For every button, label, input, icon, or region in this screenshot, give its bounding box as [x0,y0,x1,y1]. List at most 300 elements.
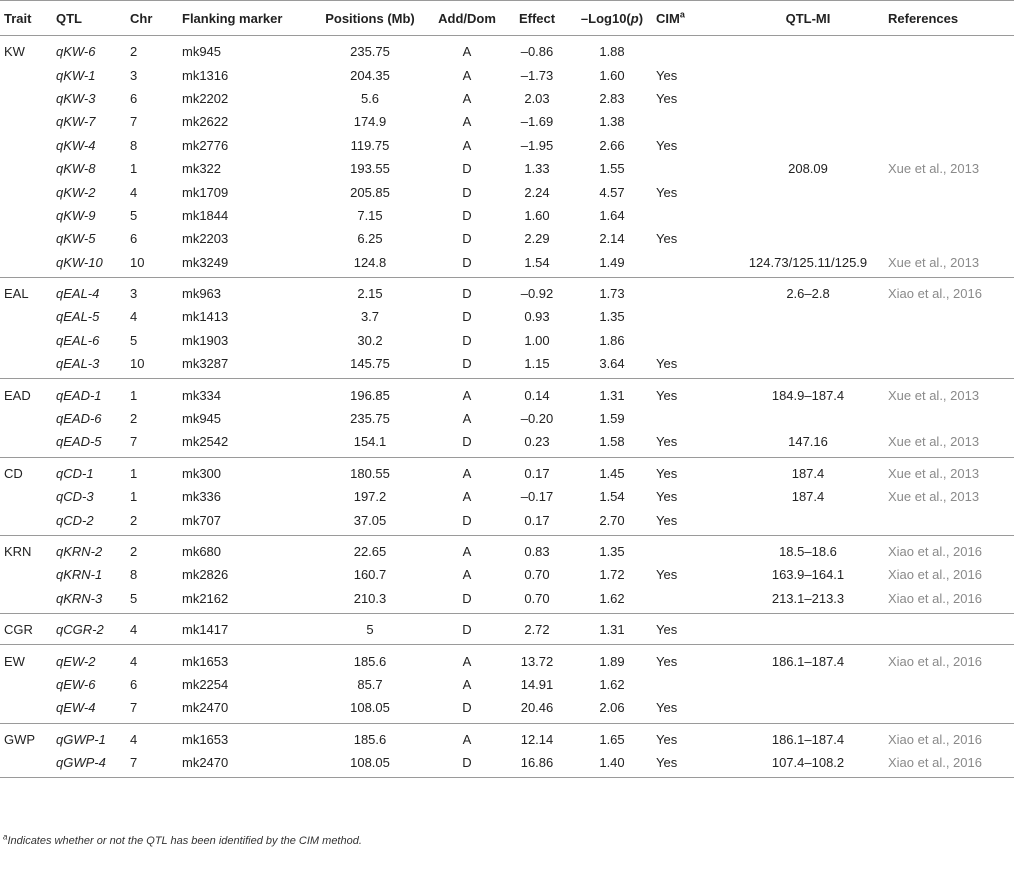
cell-effect: –0.86 [520,44,554,60]
cell-flanking-marker: mk2203 [182,231,229,247]
cell-chr: 5 [130,207,138,223]
cell-qtl: qEW-4 [56,696,130,723]
cell-reference: Xiao et al., 2016 [888,731,982,747]
cell-position: 108.05 [312,696,428,723]
cell-flanking-marker: mk2254 [182,676,229,692]
header-effect: Effect [506,1,568,36]
cell-add-dom: A [462,411,472,427]
cell-qtl: qEAD-6 [56,411,102,427]
cell-cim: Yes [656,430,728,457]
cell-log10p: 1.40 [568,751,656,778]
cell-effect: 0.23 [506,430,568,457]
cell-add-dom: A [462,653,472,669]
cell-trait [0,110,56,133]
cell-reference: Xiao et al., 2016 [888,567,982,583]
cell-qtl: qEAD-5 [56,430,130,457]
cell-effect: 0.14 [524,387,550,403]
cell-chr: 3 [130,67,138,83]
cell-qtl-mi [728,36,888,64]
cell-flanking-marker: mk680 [182,544,222,559]
cell-effect: –0.92 [520,286,554,302]
cell-qtl-mi: 208.09 [788,161,828,177]
cell-cim [656,673,728,696]
cell-log10p: 1.73 [599,286,625,302]
table-row [0,457,1014,485]
cell-log10p: 1.54 [599,489,625,505]
cell-log10p: 1.72 [599,567,625,583]
cell-chr: 3 [130,286,138,302]
cell-add-dom: A [462,137,472,153]
cell-cim [656,305,728,328]
cell-add-dom: D [428,508,506,535]
cell-qtl-mi: 107.4–108.2 [728,751,888,778]
cell-trait [0,407,56,430]
cell-effect: 1.15 [506,352,568,379]
cell-qtl-mi [728,87,888,110]
cell-log10p: 1.55 [599,161,625,177]
cell-cim: Yes [656,465,678,481]
cell-chr: 2 [130,544,138,559]
cell-qtl: qKRN-3 [56,587,130,614]
cell-add-dom: A [462,114,472,130]
cell-flanking-marker: mk2622 [182,114,229,130]
cell-chr: 7 [130,696,182,723]
table-row [0,563,1014,586]
cell-qtl-mi [728,613,888,644]
cell-qtl-mi: 163.9–164.1 [771,567,845,583]
cell-reference: Xiao et al., 2016 [888,286,982,302]
cell-add-dom: D [462,309,472,325]
cell-flanking-marker: mk945 [182,44,222,60]
cell-trait: EAD [4,387,31,403]
cell-log10p: 2.70 [568,508,656,535]
table-row [0,379,1014,407]
table-row [0,227,1014,250]
cell-qtl: qKW-8 [56,161,96,177]
cell-reference [888,134,1014,157]
cell-flanking-marker: mk2470 [182,751,312,778]
cell-log10p: 1.49 [568,251,656,278]
cell-position: 3.7 [360,309,380,325]
cell-effect: 0.83 [524,544,550,559]
cell-qtl-mi [728,134,888,157]
table-row [0,673,1014,696]
cell-qtl: qEW-6 [56,676,96,692]
cell-flanking-marker: mk1316 [182,67,229,83]
header-qtl-mi: QTL-MI [728,1,888,36]
footnote-mark: a [3,832,8,842]
cell-cim: Yes [656,567,678,583]
cell-cim: Yes [656,67,678,83]
cell-position: 204.35 [350,67,390,83]
cell-add-dom: A [462,387,472,403]
cell-add-dom: D [462,207,472,223]
cell-log10p: 1.62 [599,676,625,692]
cell-qtl: qCD-2 [56,508,130,535]
cell-reference [888,407,1014,430]
cell-qtl-mi: 2.6–2.8 [786,286,830,302]
cell-qtl-mi [728,227,888,250]
cell-trait [0,329,56,352]
cell-flanking-marker: mk1903 [182,332,229,348]
cell-flanking-marker: mk945 [182,411,222,427]
cell-trait [0,63,56,86]
cell-flanking-marker: mk2202 [182,90,229,106]
cell-reference [888,352,1014,379]
cell-reference [888,87,1014,110]
cell-chr: 10 [130,251,182,278]
table-row [0,508,1014,535]
cell-cim: Yes [656,352,728,379]
cell-trait [0,180,56,203]
cell-cim: Yes [656,489,678,505]
cell-position: 22.65 [353,544,387,559]
cell-cim: Yes [656,137,678,153]
cell-reference: Xiao et al., 2016 [888,587,1014,614]
cell-log10p: 1.35 [599,309,625,325]
cell-cim: Yes [656,731,678,747]
cell-trait [0,305,56,328]
cell-cim [656,157,728,180]
table-row [0,485,1014,508]
table-row [0,696,1014,723]
cell-chr: 4 [130,184,138,200]
cell-trait [0,673,56,696]
cell-reference: Xue et al., 2013 [888,387,980,403]
cell-add-dom: A [462,567,472,583]
cell-qtl-mi [728,329,888,352]
header-row [0,1,1014,36]
cell-log10p: 1.31 [568,613,656,644]
cell-log10p: 1.62 [568,587,656,614]
cell-cim: Yes [656,508,728,535]
cell-flanking-marker: mk1844 [182,207,229,223]
cell-add-dom: A [462,44,472,60]
cell-log10p: 1.65 [599,731,625,747]
cell-add-dom: D [462,161,472,177]
cell-add-dom: A [462,489,472,505]
table-row [0,277,1014,305]
cell-log10p: 2.66 [599,137,625,153]
cell-log10p: 1.60 [599,67,625,83]
cell-chr: 7 [130,430,182,457]
cell-position: 205.85 [350,184,390,200]
cell-flanking-marker: mk1709 [182,184,229,200]
cell-trait: CD [4,465,23,481]
cell-qtl: qKRN-1 [56,567,103,583]
cell-chr: 6 [130,231,138,247]
cell-qtl-mi [728,673,888,696]
cell-add-dom: D [428,251,506,278]
cell-qtl-mi: 186.1–187.4 [771,653,845,669]
cell-position: 2.15 [357,286,383,302]
cell-flanking-marker: mk334 [182,387,222,403]
cell-qtl: qKW-9 [56,207,96,223]
cell-reference [888,613,1014,644]
cell-reference: Xue et al., 2013 [888,430,1014,457]
cell-trait: EW [4,653,25,669]
cell-log10p: 3.64 [568,352,656,379]
cell-log10p: 1.31 [599,387,625,403]
cell-chr: 4 [130,653,138,669]
cell-add-dom: D [428,751,506,778]
cell-flanking-marker: mk2826 [182,567,229,583]
table-row [0,36,1014,64]
cell-reference [888,673,1014,696]
cell-position: 5 [312,613,428,644]
cell-cim [656,407,728,430]
cell-reference: Xue et al., 2013 [888,161,980,177]
table-row [0,251,1014,278]
cell-effect: 0.17 [524,465,550,481]
cell-qtl-mi [728,63,888,86]
cell-position: 124.8 [312,251,428,278]
cell-flanking-marker: mk3287 [182,352,312,379]
cell-flanking-marker: mk1413 [182,309,229,325]
cell-qtl-mi [728,696,888,723]
cell-cim [656,110,728,133]
cell-add-dom: D [428,587,506,614]
cell-add-dom: A [462,90,472,106]
cell-reference [888,180,1014,203]
cell-flanking-marker: mk1417 [182,613,312,644]
cell-cim: Yes [656,696,728,723]
cell-qtl-mi: 184.9–187.4 [771,387,845,403]
cell-effect: 13.72 [520,653,554,669]
cell-qtl: qCD-1 [56,465,94,481]
cell-qtl-mi [728,407,888,430]
cell-qtl: qEW-2 [56,653,96,669]
table-row [0,535,1014,563]
cell-qtl-mi: 18.5–18.6 [779,544,837,559]
cell-qtl-mi: 213.1–213.3 [728,587,888,614]
cell-flanking-marker: mk963 [182,286,222,302]
cell-cim [656,329,728,352]
cell-qtl: qCGR-2 [56,613,130,644]
cell-effect: 0.70 [524,567,550,583]
cell-trait: EAL [4,286,29,302]
cell-trait [0,751,56,778]
cell-chr: 1 [130,387,138,403]
table-row [0,751,1014,778]
cell-trait: CGR [0,613,56,644]
cell-log10p: 1.89 [599,653,625,669]
cell-position: 196.85 [350,387,390,403]
cell-add-dom: D [462,231,472,247]
cell-effect: 2.72 [506,613,568,644]
cell-flanking-marker: mk2776 [182,137,229,153]
cell-qtl-mi [728,204,888,227]
cell-add-dom: A [462,465,472,481]
cell-reference: Xue et al., 2013 [888,489,980,505]
table-row [0,645,1014,673]
cell-log10p: 2.83 [599,90,625,106]
cell-cim: Yes [656,653,678,669]
cell-effect: 1.00 [524,332,550,348]
cell-position: 185.6 [353,653,387,669]
cell-add-dom: A [462,67,472,83]
cell-effect: 1.33 [524,161,550,177]
cell-effect: 14.91 [520,676,554,692]
cell-position: 30.2 [357,332,383,348]
cell-position: 7.15 [357,207,383,223]
cell-add-dom: D [462,286,472,302]
cell-qtl: qKRN-2 [56,544,103,559]
cell-qtl: qEAL-4 [56,286,100,302]
cell-position: 154.1 [312,430,428,457]
cell-qtl-mi: 187.4 [791,489,825,505]
cell-cim: Yes [656,231,678,247]
cell-qtl-mi: 186.1–187.4 [771,731,845,747]
cell-chr: 1 [130,161,138,177]
cell-qtl-mi: 147.16 [728,430,888,457]
cell-chr: 4 [130,309,138,325]
cell-qtl: qKW-10 [56,251,130,278]
cell-cim: Yes [656,613,728,644]
cell-effect: –1.69 [520,114,554,130]
cell-effect: 0.70 [506,587,568,614]
cell-effect: 1.54 [506,251,568,278]
table-row [0,204,1014,227]
cell-cim: Yes [656,184,678,200]
cell-effect: 0.93 [524,309,550,325]
header-cim-label: CIM [656,10,680,26]
cell-flanking-marker: mk336 [182,489,222,505]
cell-position: 160.7 [353,567,387,583]
cell-trait [0,157,56,180]
header-cim-footnote-mark: a [679,9,685,20]
cell-cim: Yes [656,90,678,106]
cell-flanking-marker: mk1653 [182,653,229,669]
table-row [0,110,1014,133]
cell-reference [888,305,1014,328]
cell-add-dom: A [462,676,472,692]
cell-effect: 0.17 [506,508,568,535]
cell-qtl: qKW-7 [56,114,96,130]
cell-chr: 10 [130,352,182,379]
cell-qtl-mi [728,508,888,535]
cell-position: 193.55 [350,161,390,177]
header-chr: Chr [130,1,182,36]
cell-add-dom: D [428,352,506,379]
cell-add-dom: A [462,731,472,747]
table-row [0,87,1014,110]
table-body [0,36,1014,778]
cell-reference [888,110,1014,133]
cell-qtl: qKW-1 [56,67,96,83]
cell-log10p: 1.58 [568,430,656,457]
cell-chr: 8 [130,137,138,153]
cell-cim [656,587,728,614]
footnote-text: Indicates whether or not the QTL has been identified by the CIM method. [7,835,362,847]
cell-position: 37.05 [312,508,428,535]
cell-chr: 2 [130,411,138,427]
cell-qtl: qEAL-3 [56,352,130,379]
cell-trait [0,430,56,457]
table-row [0,407,1014,430]
cell-reference [888,329,1014,352]
table-row [0,180,1014,203]
header-add-dom: Add/Dom [428,1,506,36]
table-row [0,352,1014,379]
cell-position: 235.75 [350,44,390,60]
cell-trait [0,87,56,110]
cell-chr: 6 [130,676,138,692]
cell-log10p: 1.45 [599,465,625,481]
cell-trait [0,508,56,535]
cell-cim [656,251,728,278]
cell-log10p: 1.86 [599,332,625,348]
cell-qtl: qKW-4 [56,137,96,153]
cell-position: 145.75 [312,352,428,379]
cell-log10p: 1.38 [599,114,625,130]
cell-trait [0,563,56,586]
cell-position: 185.6 [353,731,387,747]
cell-flanking-marker: mk2470 [182,696,312,723]
cell-qtl: qKW-5 [56,231,96,247]
table-row [0,329,1014,352]
table-row [0,63,1014,86]
cell-position: 108.05 [312,751,428,778]
cell-qtl: qKW-2 [56,184,96,200]
cell-chr: 2 [130,44,138,60]
cell-position: 235.75 [350,411,390,427]
cell-trait [0,227,56,250]
cell-reference: Xue et al., 2013 [888,465,980,481]
cell-position: 210.3 [312,587,428,614]
cell-chr: 2 [130,508,182,535]
cell-trait [0,696,56,723]
cell-log10p: 1.35 [599,544,625,559]
table-row [0,430,1014,457]
cell-trait [0,485,56,508]
cell-chr: 5 [130,332,138,348]
cell-reference: Xiao et al., 2016 [888,544,982,559]
cell-trait [0,134,56,157]
cell-qtl: qKW-3 [56,90,96,106]
cell-trait [0,352,56,379]
cell-effect: –0.17 [520,489,554,505]
cell-effect: 2.29 [524,231,550,247]
cell-qtl: qKW-6 [56,44,96,60]
cell-qtl: qGWP-1 [56,731,106,747]
cell-position: 85.7 [357,676,383,692]
cell-reference: Xiao et al., 2016 [888,653,982,669]
cell-chr: 6 [130,90,138,106]
cell-flanking-marker: mk300 [182,465,222,481]
cell-position: 174.9 [353,114,387,130]
cell-qtl: qEAL-5 [56,309,100,325]
table-row [0,587,1014,614]
cell-cim [656,277,728,305]
header-qtl: QTL [56,1,130,36]
cell-position: 6.25 [357,231,383,247]
cell-cim [656,36,728,64]
cell-qtl: qGWP-4 [56,751,130,778]
cell-reference [888,696,1014,723]
cell-flanking-marker: mk322 [182,161,222,177]
cell-log10p: 2.06 [568,696,656,723]
table-row [0,305,1014,328]
header-log10p-p: p [630,10,639,26]
cell-log10p: 1.59 [599,411,625,427]
cell-effect: –0.20 [520,411,554,427]
cell-chr: 5 [130,587,182,614]
cell-position: 5.6 [360,90,380,106]
cell-cim: Yes [656,751,728,778]
cell-reference [888,227,1014,250]
header-positions: Positions (Mb) [312,1,428,36]
